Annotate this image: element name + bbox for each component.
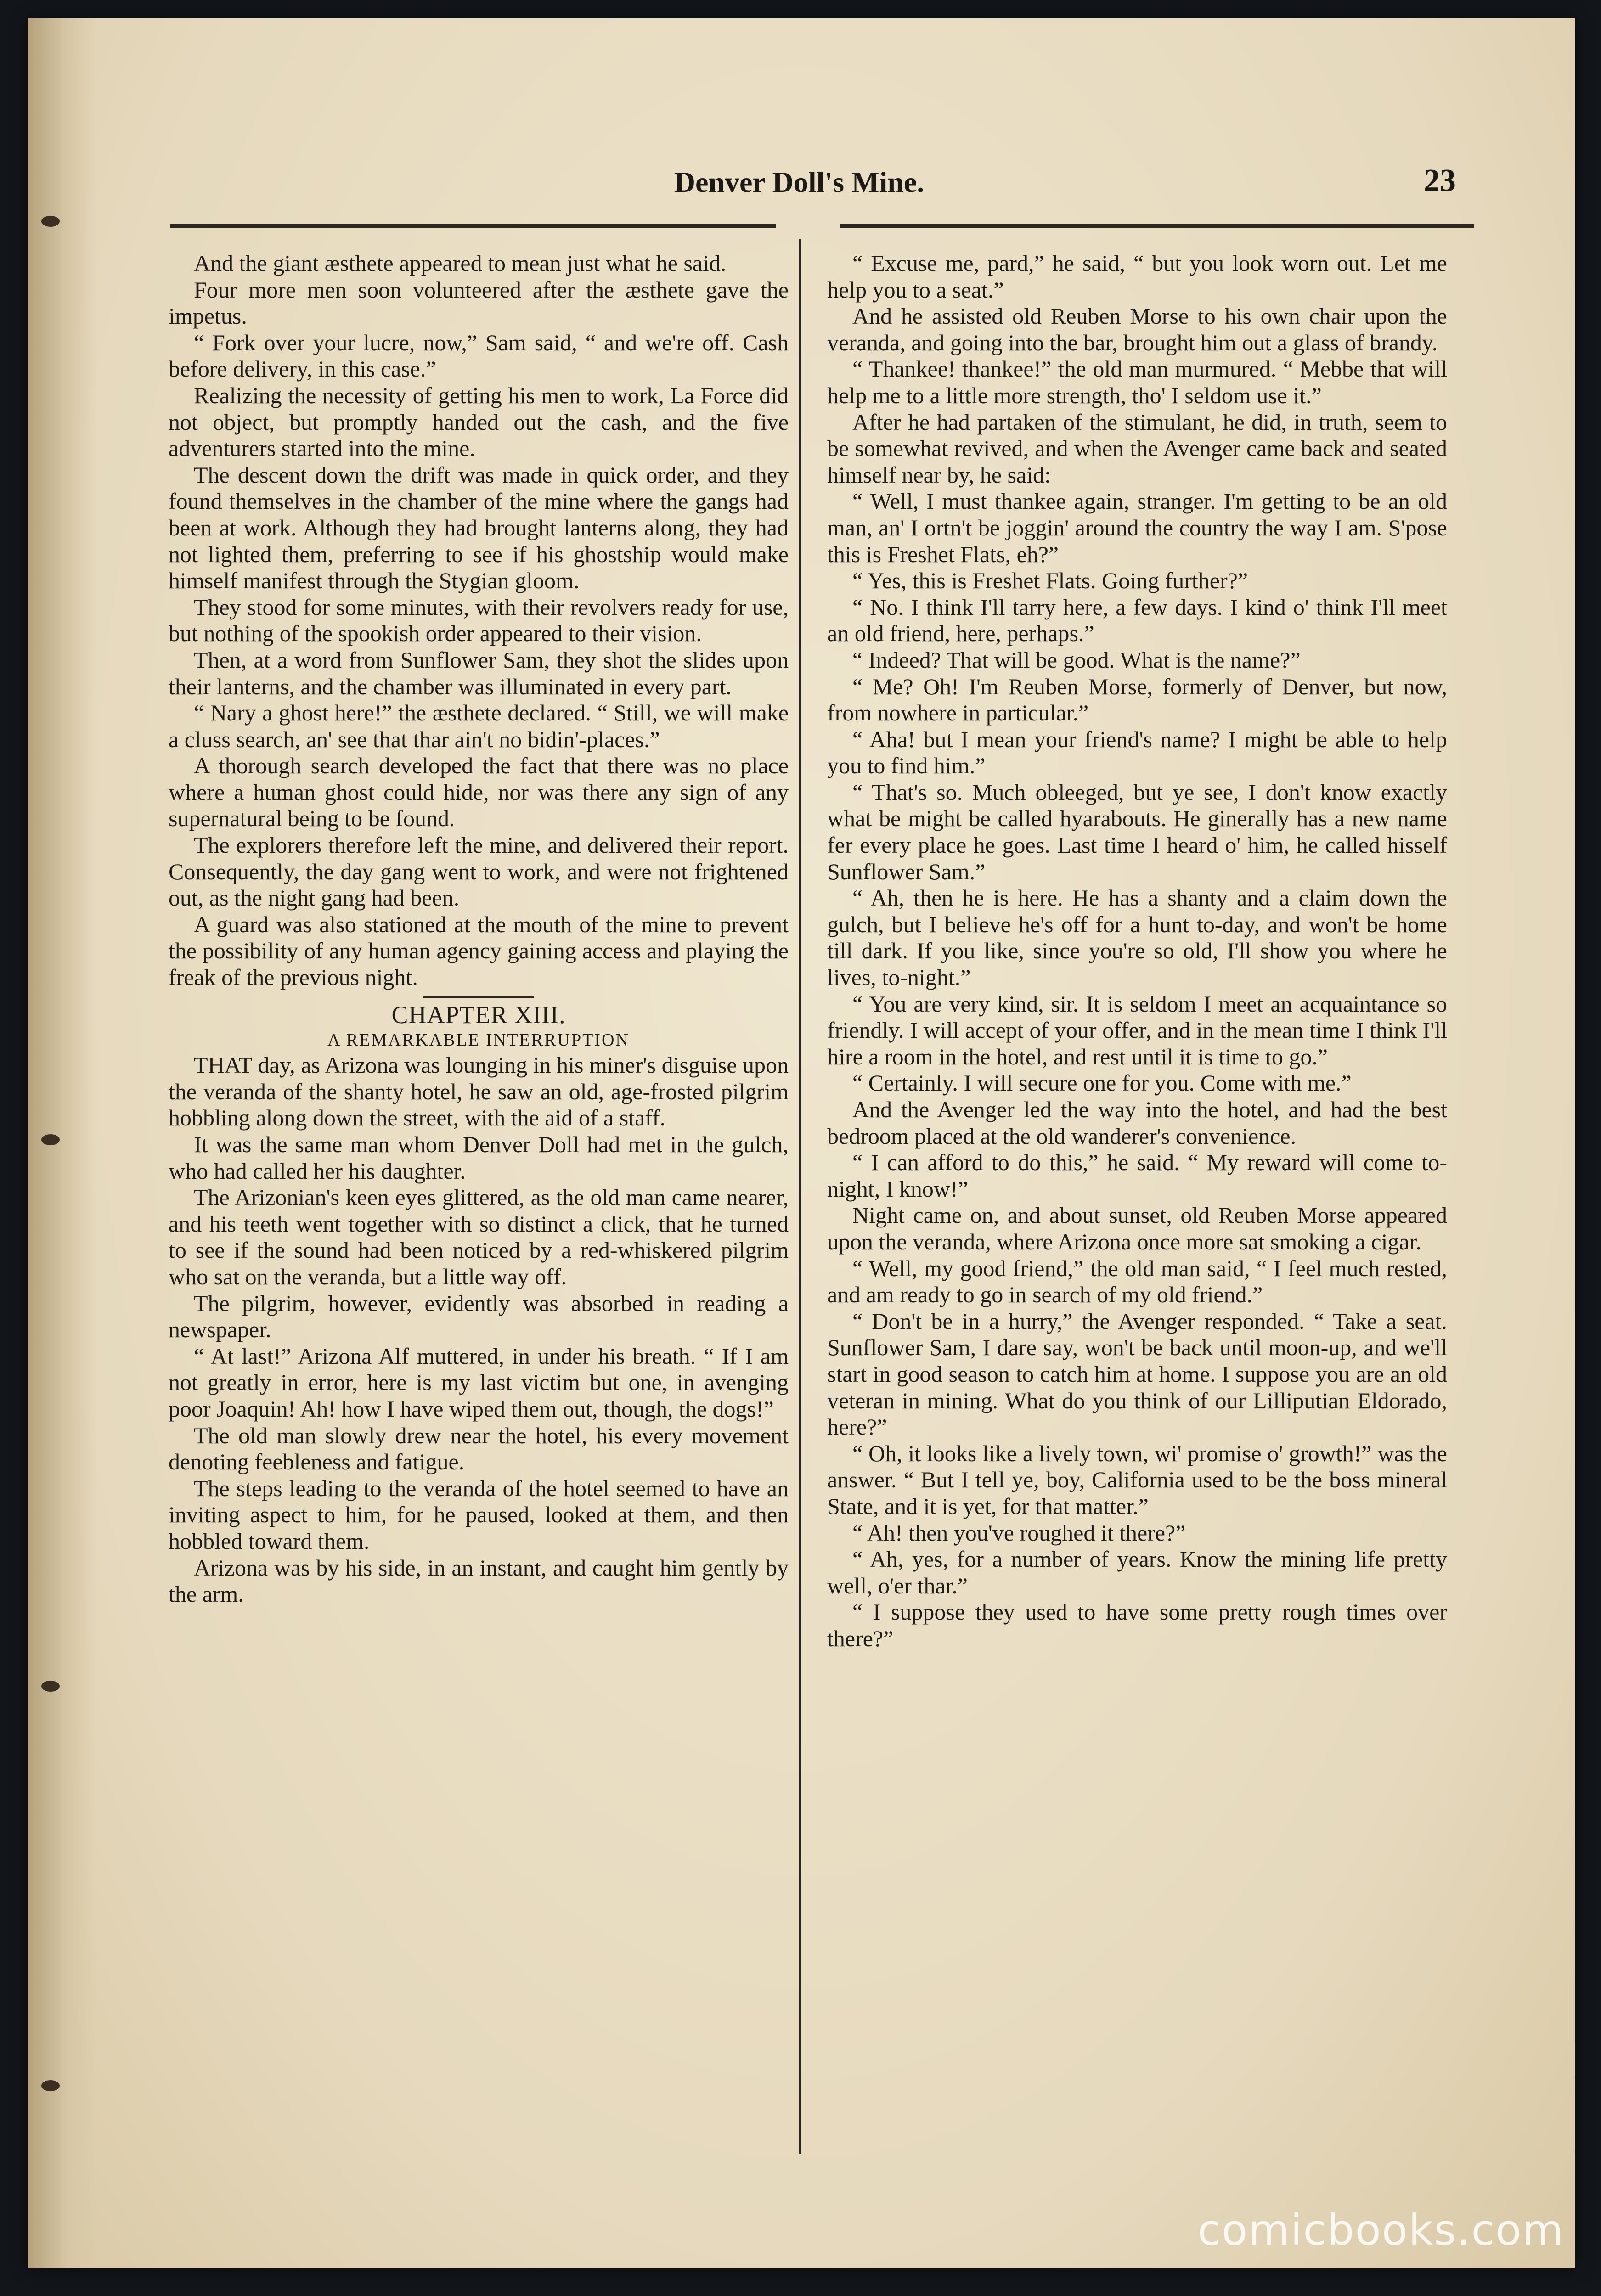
paragraph: “ Ah, then he is here. He has a shanty and a claim down the gulch, but I believe he's off for a hunt to-day, and won't be home till dark. If you like, since you're so old, I'll show you where he lives, to-night.” [827, 885, 1447, 990]
paragraph: Night came on, and about sunset, old Reuben Morse appeared upon the veranda, where Arizona once more sat smoking a cigar. [827, 1202, 1447, 1255]
binding-stitch [41, 1681, 60, 1692]
paragraph: THAT day, as Arizona was lounging in his miner's disguise upon the veranda of the shanty hotel, he saw an old, age-frosted pilgrim hobbling along down the street, with the aid of a staff. [169, 1052, 789, 1131]
paragraph: “ Thankee! thankee!” the old man murmured. “ Mebbe that will help me to a little more strength, tho' I seldom use it.” [827, 356, 1447, 408]
paragraph: Arizona was by his side, in an instant, and caught him gently by the arm. [169, 1554, 789, 1607]
paragraph: And he assisted old Reuben Morse to his own chair upon the veranda, and going into the bar, brought him out a glass of brandy. [827, 303, 1447, 355]
binding-stitch [41, 2080, 60, 2091]
paragraph: A thorough search developed the fact that there was no place where a human ghost could hide, nor was there any sign of any supernatural being to be found. [169, 753, 789, 832]
paragraph: “ Me? Oh! I'm Reuben Morse, formerly of Denver, but now, from nowhere in particular.” [827, 673, 1447, 726]
paragraph: “ Nary a ghost here!” the æsthete declared. “ Still, we will make a cluss search, an' see that thar ain't no bidin'-places.” [169, 700, 789, 752]
paragraph: “ Oh, it looks like a lively town, wi' promise o' growth!” was the answer. “ But I tell ye, boy, California used to be the boss mineral State, and it is yet, for that matter.” [827, 1440, 1447, 1519]
paragraph: “ No. I think I'll tarry here, a few days. I kind o' think I'll meet an old friend, here, perhaps.” [827, 594, 1447, 647]
paragraph: Then, at a word from Sunflower Sam, they shot the slides upon their lanterns, and the chamber was illuminated in every part. [169, 647, 789, 699]
paragraph: The pilgrim, however, evidently was absorbed in reading a newspaper. [169, 1290, 789, 1343]
paragraph: “ Yes, this is Freshet Flats. Going further?” [852, 568, 1248, 594]
paragraph: The Arizonian's keen eyes glittered, as the old man came nearer, and his teeth went together with so distinct a click, that he turned to see if the sound had been noticed by a red-whiskered pilgrim who sat on the veranda, but a little way off. [169, 1184, 789, 1289]
paragraph: “ Well, I must thankee again, stranger. I'm getting to be an old man, an' I ortn't be joggin' around the country the way I am. S'pose this is Freshet Flats, eh?” [827, 488, 1447, 567]
chapter-rule [423, 996, 534, 998]
paragraph: After he had partaken of the stimulant, he did, in truth, seem to be somewhat revived, and when the Avenger came back and seated himself near by, he said: [827, 409, 1447, 488]
binding-stitch [41, 1134, 60, 1145]
page-header [142, 156, 1456, 211]
paragraph: And the giant æsthete appeared to mean just what he said. [194, 250, 727, 276]
paragraph: “ Don't be in a hurry,” the Avenger responded. “ Take a seat. Sunflower Sam, I dare say, won't be back until moon-up, and we'll start in good season to catch him at home. I suppose you are an old veteran in mining. What do you think of our Lilliputian Eldorado, here?” [827, 1308, 1447, 1440]
paragraph: “ Ah, yes, for a number of years. Know the mining life pretty well, o'er thar.” [827, 1546, 1447, 1598]
paragraph: The descent down the drift was made in quick order, and they found themselves in the chamber of the mine where the gangs had been at work. Although they had brought lanterns along, they had not lighted them, preferring to see if his ghostship would make himself manifest through the Stygian gloom. [169, 461, 789, 594]
paragraph: “ I suppose they used to have some pretty rough times over there?” [827, 1599, 1447, 1651]
paragraph: A guard was also stationed at the mouth of the mine to prevent the possibility of any human agency gaining access and playing the freak of the previous night. [169, 911, 789, 990]
paragraph: And the Avenger led the way into the hotel, and had the best bedroom placed at the old wanderer's convenience. [827, 1097, 1447, 1149]
paragraph: Realizing the necessity of getting his men to work, La Force did not object, but promptly handed out the cash, and the five adventurers started into the mine. [169, 382, 789, 461]
paragraph: The steps leading to the veranda of the hotel seemed to have an inviting aspect to him, for he paused, looked at them, and then hobbled toward them. [169, 1475, 789, 1554]
page-number: 23 [1424, 163, 1456, 198]
site-watermark: comicbooks.com [1197, 2206, 1564, 2255]
header-rule-right [840, 224, 1474, 228]
paragraph: “ Aha! but I mean your friend's name? I might be able to help you to find him.” [827, 726, 1447, 779]
paragraph: “ Excuse me, pard,” he said, “ but you look worn out. Let me help you to a seat.” [827, 250, 1447, 303]
paragraph: “ I can afford to do this,” he said. “ My reward will come to-night, I know!” [827, 1149, 1447, 1202]
book-page [28, 18, 1575, 2268]
paragraph: Four more men soon volunteered after the æsthete gave the impetus. [169, 276, 789, 329]
paragraph: “ At last!” Arizona Alf muttered, in under his breath. “ If I am not greatly in error, here is my last victim but one, in avenging poor Joaquin! Ah! how I have wiped them out, though, the dogs!” [169, 1343, 789, 1422]
paragraph: The explorers therefore left the mine, and delivered their report. Consequently, the day gang went to work, and were not frightened out, as the night gang had been. [169, 832, 789, 911]
paragraph: “ You are very kind, sir. It is seldom I meet an acquaintance so friendly. I will accept of your offer, and in the mean time I think I'll hire a room in the hotel, and rest until it is time to go.” [827, 990, 1447, 1069]
paragraph: “ Indeed? That will be good. What is the name?” [852, 647, 1301, 673]
running-title: Denver Doll's Mine. [674, 166, 925, 198]
page-spine-shadow [28, 18, 96, 2268]
paragraph: They stood for some minutes, with their revolvers ready for use, but nothing of the spookish order appeared to their vision. [169, 594, 789, 647]
paragraph: The old man slowly drew near the hotel, his every movement denoting feebleness and fatigue. [169, 1422, 789, 1475]
header-rule-left [170, 224, 776, 228]
chapter-subtitle: A REMARKABLE INTERRUPTION [327, 1030, 630, 1050]
column-divider [799, 239, 801, 2154]
paragraph: “ Ah! then you've roughed it there?” [852, 1519, 1186, 1546]
right-column [827, 250, 1447, 1652]
paragraph: “ Certainly. I will secure one for you. Come with me.” [852, 1070, 1352, 1096]
chapter-heading: CHAPTER XIII. [391, 1001, 566, 1029]
paragraph: “ Well, my good friend,” the old man said, “ I feel much rested, and am ready to go in search of my old friend.” [827, 1255, 1447, 1308]
left-column [169, 250, 789, 1608]
paragraph: “ That's so. Much obleeged, but ye see, I don't know exactly what be might be called hyarabouts. He ginerally has a new name fer every place he goes. Last time I heard o' him, he called hisself Sunflower Sam.” [827, 779, 1447, 884]
paragraph: “ Fork over your lucre, now,” Sam said, “ and we're off. Cash before delivery, in this case.” [169, 329, 789, 382]
paragraph: It was the same man whom Denver Doll had met in the gulch, who had called her his daughter. [169, 1131, 789, 1184]
binding-stitch [41, 216, 60, 227]
